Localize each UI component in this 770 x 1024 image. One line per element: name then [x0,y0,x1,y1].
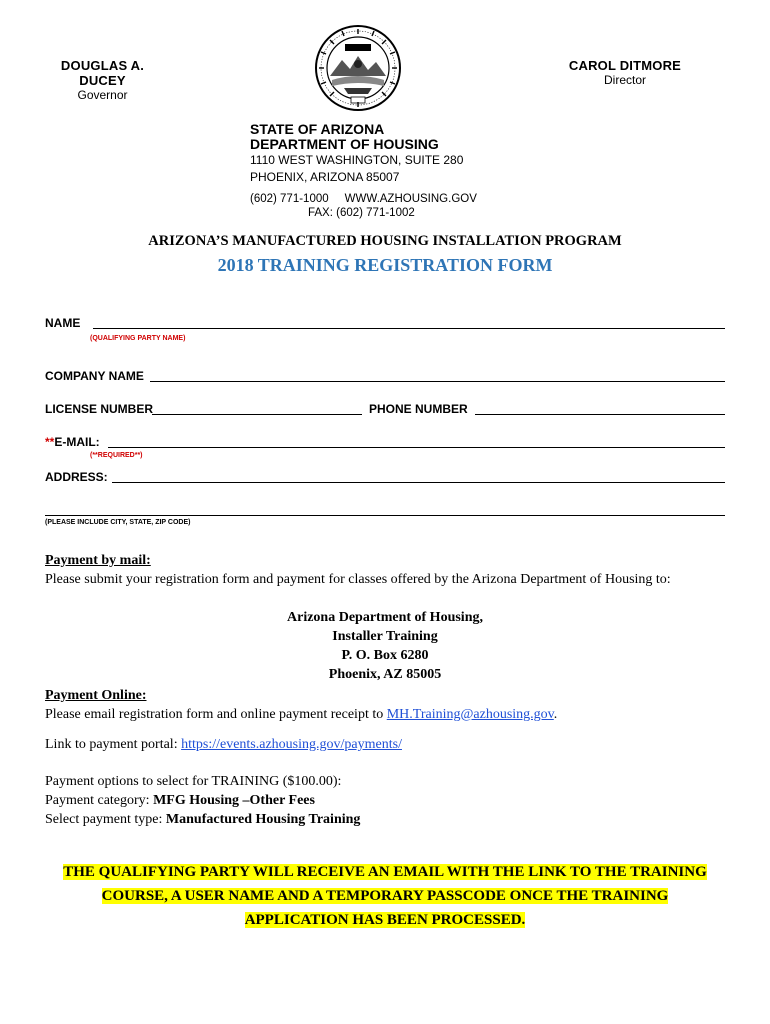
payment-online-period: . [553,707,558,722]
license-field[interactable] [152,414,362,415]
payment-portal-link[interactable]: https://events.azhousing.gov/payments/ [181,737,402,752]
payment-type-label: Select payment type: [45,812,163,827]
email-note: (**REQUIRED**) [90,452,143,459]
name-note: (QUALIFYING PARTY NAME) [90,335,186,342]
training-email-link[interactable]: MH.Training@azhousing.gov [386,707,554,722]
address-field-line2[interactable] [45,515,725,516]
processing-notice [40,860,730,932]
agency-state: STATE OF ARIZONA [250,121,385,137]
payment-online-text: Please email registration form and online payment receipt to [45,707,384,722]
payment-mail-text: Please submit your registration form and payment for classes offered by the Arizona Department of Housing to: [45,572,671,587]
name-label: NAME [45,316,81,330]
mailing-address-line: P. O. Box 6280 [341,648,429,663]
payment-online-line [45,705,725,724]
portal-line [45,735,725,754]
payment-online-section [45,686,725,724]
agency-address [250,122,490,186]
director-name: CAROL DITMORE [568,58,682,73]
program-title: ARIZONA’S MANUFACTURED HOUSING INSTALLATION PROGRAM [148,233,622,249]
email-label-text: E-MAIL: [54,435,100,449]
mailing-address [0,608,770,684]
payment-type-line [45,810,725,829]
governor-name: DOUGLAS A. DUCEY [60,58,145,88]
agency-department: DEPARTMENT OF HOUSING [250,136,439,152]
payment-type-value: Manufactured Housing Training [165,812,361,827]
mailing-address-line: Arizona Department of Housing, [287,610,483,625]
state-seal-icon [314,24,402,112]
form-title: 2018 TRAINING REGISTRATION FORM [217,255,553,275]
director-block [560,58,690,87]
email-label: **E-MAIL: [45,435,100,449]
address-note: (PLEASE INCLUDE CITY, STATE, ZIP CODE) [45,519,191,526]
payment-category-value: MFG Housing –Other Fees [153,793,315,808]
address-field-line1[interactable] [112,482,725,483]
phone-label: PHONE NUMBER [369,402,468,416]
governor-title: Governor [77,88,128,102]
agency-fax: FAX: (602) 771-1002 [308,207,415,219]
portal-text: Link to payment portal: [45,737,178,752]
payment-category-line [45,791,725,810]
payment-category-label: Payment category: [45,793,150,808]
payment-mail-heading: Payment by mail: [45,553,151,568]
mailing-address-line: Phoenix, AZ 85005 [328,667,442,682]
payment-mail-section [45,551,725,589]
notice-line2: COURSE, A USER NAME AND A TEMPORARY PASSCODE ONCE THE TRAINING [101,888,669,904]
payment-online-heading: Payment Online: [45,688,147,703]
payment-options-line: Payment options to select for TRAINING ($100.00): [45,774,342,789]
agency-phone: (602) 771-1000 [250,193,329,205]
notice-line3: APPLICATION HAS BEEN PROCESSED. [244,912,526,928]
governor-block [40,58,165,102]
agency-street: 1110 WEST WASHINGTON, SUITE 280 [250,153,464,167]
company-label: COMPANY NAME [45,369,144,383]
notice-line1: THE QUALIFYING PARTY WILL RECEIVE AN EMAIL WITH THE LINK TO THE TRAINING [63,864,707,880]
license-label: LICENSE NUMBER [45,402,154,416]
agency-contact [250,192,477,220]
phone-field[interactable] [475,414,725,415]
email-field[interactable] [108,447,725,448]
address-label: ADDRESS: [45,470,108,484]
agency-city: PHOENIX, ARIZONA 85007 [250,170,400,184]
payment-options [45,772,725,829]
agency-website[interactable]: WWW.AZHOUSING.GOV [344,193,477,205]
name-field[interactable] [93,328,725,329]
director-title: Director [603,73,646,87]
mailing-address-line: Installer Training [332,629,438,644]
company-field[interactable] [150,381,725,382]
